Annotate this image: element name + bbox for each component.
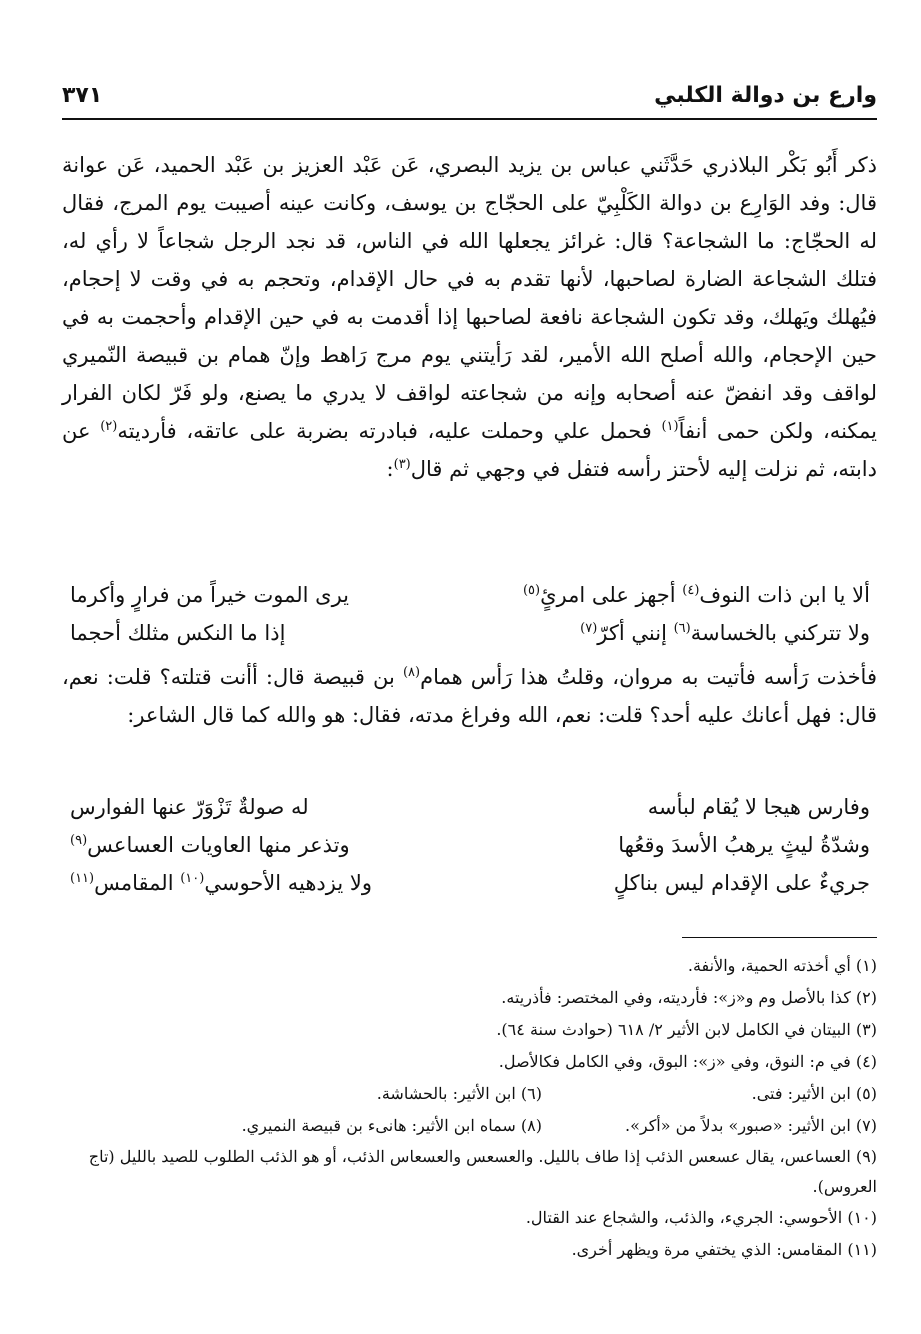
mid-text-part-2: بن قبيصة قال: أأنت قتلته؟ قلت: نعم، قال: فهل أعانك عليه أحد؟ قلت: نعم، الله وفراغ مدته، فقال: هو والله كما قال الشاعر: [62, 665, 877, 727]
verse-block-1 [70, 576, 870, 652]
running-header [62, 78, 877, 108]
verse-2-row-2-left: وتذعر منها العاويات العساعس$^{(٩)}$ [70, 833, 350, 857]
footnote-ref-11: (١١) [70, 871, 95, 886]
verse-1-row-1-right: ألا يا ابن ذات النوف$^{(٤)}$ أجهز على امرئٍ$^{(٥)}$ [522, 583, 870, 607]
body-text-part-1: ذكر أَبُو بَكْر البلاذري حَدَّثَني عباس بن يزيد البصري، عَن عَبْد العزيز بن عَبْد الحميد، عَن عوانة قال: وفد الوَارِع بن دوالة الكَلْبِيّ على الحجّاج بن يوسف، وكانت عينه أصيبت يوم المرج، فقال له الحجّاج: ما الشجاعة؟ قال: غرائز يجعلها الله في الناس، قد نجد الرجل شجاعاً لا رأي له، فتلك الشجاعة الضارة لصاحبها، لأنها تقدم به في حال الإقدام، وتحجم به في وقت لا إحجام، فيُهلك ويَهلك، وقد تكون الشجاعة نافعة لصاحبها إذا أقدمت به في حين الإقدام وأحجمت به في حين الإحجام، والله أصلح الله الأمير، لقد رَأيتني يوم مرج رَاهط وإنّ همام بن قبيصة النّميري لواقف وقد انفضّ عنه أصحابه وإنه من شجاعته لواقف لا يدري ما يصنع، ولو فَرّ لكان الفرار يمكنه، ولكن حمى أنفاً [62, 153, 877, 443]
footnote-8: (٨) سماه ابن الأثير: هانىء بن قبيصة النميري. [241, 1116, 542, 1135]
footnote-ref-10: (١٠) [180, 871, 205, 886]
verse-2-row-3-right: جريءٌ على الإقدام ليس بناكلٍ [613, 871, 870, 895]
footnote-rule [682, 937, 877, 938]
verse-block-2 [70, 788, 870, 902]
footnote-3: (٣) البيتان في الكامل لابن الأثير ٢/ ٦١٨ (حوادث سنة ٦٤). [496, 1020, 877, 1039]
footnote-ref-2: (٢) [100, 419, 118, 434]
verse-2-row-1-right: وفارس هيجا لا يُقام لبأسه [647, 795, 870, 819]
running-title: وارع بن دوالة الكلبي [654, 83, 877, 108]
footnote-ref-3: (٣) [393, 457, 411, 472]
verse-1-row-1-left: يرى الموت خيراً من فرارٍ وأكرما [70, 583, 350, 607]
footnotes [62, 950, 877, 1266]
footnote-ref-8: (٨) [402, 665, 421, 680]
mid-text-part-1: فأخذت رَأسه فأتيت به مروان، وقلتُ هذا رَأس همام [420, 665, 877, 689]
mid-paragraph [62, 658, 877, 734]
footnote-7: (٧) ابن الأثير: «صبور» بدلاً من «أكر». [624, 1116, 877, 1135]
footnote-4: (٤) في م: النوق، وفي «ز»: البوق، وفي الكامل فكالأصل. [498, 1052, 877, 1071]
footnote-10: (١٠) الأحوسي: الجريء، والذئب، والشجاع عند القتال. [525, 1208, 877, 1227]
footnote-pair-7-8 [62, 1110, 877, 1142]
page-number: ٣٧١ [62, 83, 103, 108]
verse-2-row-2-right: وشدّةُ ليثٍ يرهبُ الأسدَ وقعُها [618, 833, 870, 857]
body-paragraph [62, 146, 877, 488]
footnote-ref-6: (٦) [673, 621, 691, 636]
verse-1-row-2-right: ولا تتركني بالخساسة$^{(٦)}$ إنني أكرّ$^{(٧)}$ [580, 621, 870, 645]
footnote-9: (٩) العساعس، يقال عسعس الذئب إذا طاف بالليل. والعسعس والعسعاس الذئب، أو هو الذئب الطلوب للصيد بالليل (تاج العروس). [88, 1147, 877, 1196]
body-text-end: : [386, 457, 394, 481]
body-text-part-2: فحمل علي وحملت عليه، فبادرته بضربة على عاتقه، فأرديته [117, 419, 662, 443]
verse-2-row-1 [70, 788, 870, 826]
verse-1-row-1 [70, 576, 870, 614]
verse-1-row-2-left: إذا ما النكس مثلك أحجما [70, 621, 286, 645]
footnote-ref-4: (٤) [682, 583, 700, 598]
footnote-1: (١) أي أخذته الحمية، والأنفة. [687, 956, 877, 975]
footnote-ref-1: (١) [661, 419, 679, 434]
footnote-ref-7: (٧) [580, 621, 598, 636]
footnote-6: (٦) ابن الأثير: بالحشاشة. [376, 1084, 542, 1103]
verse-1-row-2 [70, 614, 870, 652]
footnote-2: (٢) كذا بالأصل وم و«ز»: فأرديته، وفي المختصر: فأذريته. [501, 988, 877, 1007]
footnote-ref-5: (٥) [522, 583, 541, 598]
body-text-part-3: عن دابته، ثم نزلت إليه لأحتز رأسه فتفل في وجهي ثم قال [62, 419, 877, 481]
footnote-11: (١١) المقامس: الذي يختفي مرة ويظهر أخرى. [571, 1240, 877, 1259]
header-rule [62, 118, 877, 120]
verse-2-row-1-left: له صولةٌ تَزْوَرّ عنها الفوارس [70, 795, 309, 819]
verse-2-row-3 [70, 864, 870, 902]
footnote-ref-9: (٩) [70, 833, 88, 848]
verse-2-row-2 [70, 826, 870, 864]
footnote-pair-5-6 [62, 1078, 877, 1110]
verse-2-row-3-left: ولا يزدهيه الأحوسي$^{(١٠)}$ المقامس$^{(١١)}$ [70, 871, 373, 895]
footnote-5: (٥) ابن الأثير: فتى. [751, 1084, 877, 1103]
